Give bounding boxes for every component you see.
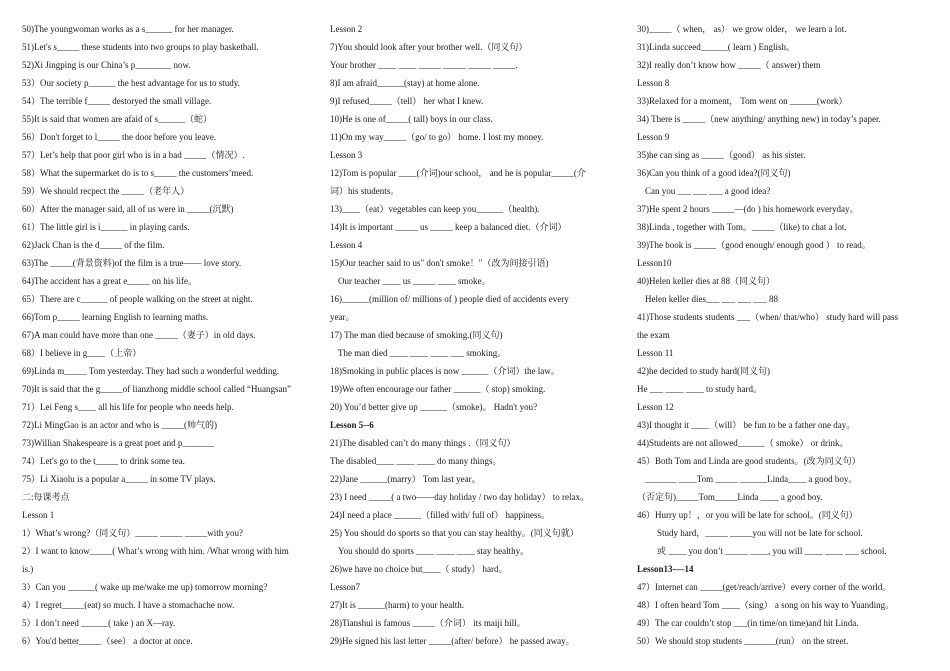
text-line: Your brother ____ ____ _____ _____ _____ _____. — [330, 60, 518, 70]
text-line: 29)He signed his last letter _____(after/ before） he passed away。 — [330, 636, 575, 646]
text-line: 22)Jane ______(marry） Tom last year。 — [330, 474, 481, 484]
text-line: is.) — [22, 564, 34, 574]
text-line: Lesson 2 — [330, 24, 363, 34]
text-line: 75）Li Xiaolu is a popular a_____ in some TV plays. — [22, 474, 216, 484]
text-line: 74）Let's go to the t_____ to drink some tea. — [22, 456, 185, 466]
text-line: Helen keller dies___ ___ ___ ___ 88 — [645, 294, 778, 304]
text-line: 55)It is said that women are afaid of s______（蛇） — [22, 114, 212, 124]
text-line: 5）I don’t need ______( take ) an X—ray. — [22, 618, 176, 628]
text-line: 39)The book is _____（good enough/ enough good ） to read。 — [637, 240, 871, 250]
text-line: （否定句)_____Tom_____Linda ____ a good boy. — [637, 492, 823, 502]
text-line: 14)It is important _____ us _____ keep a balanced diet.（介词） — [330, 222, 567, 232]
text-line: 66)Tom p_____ learning English to learning maths. — [22, 312, 209, 322]
text-line: Lesson 11 — [637, 348, 674, 358]
column-left — [22, 20, 320, 650]
text-line: He ___ ____ ____ to study hard。 — [637, 384, 762, 394]
text-line: 44)Students are not allowed______（ smoke） or drink。 — [637, 438, 849, 448]
text-line: 4）I regret_____(eat) so much. I have a stomachache now. — [22, 600, 235, 610]
text-line: 2）I want to know_____( What’s wrong with him. /What wrong with him — [22, 546, 289, 556]
text-line: 26)we have no choice but____（ study） hard。 — [330, 564, 508, 574]
text-line: 13)____（eat）vegetables can keep you______（health). — [330, 204, 540, 214]
text-line: year。 — [330, 312, 355, 322]
text-line: 30)_____（ when， as） we grow older， we learn a lot. — [637, 24, 847, 34]
text-line: 72)Li MingGao is an actor and who is _____(帅气的) — [22, 420, 217, 430]
text-line: 42)he decided to study hard(同义句) — [637, 366, 770, 376]
text-line: 16)______(million of/ millions of ) people died of accidents every — [330, 294, 569, 304]
text-line: Lesson 1 — [22, 510, 55, 520]
text-line: Lesson7 — [330, 582, 360, 592]
text-line: 69)Linda m_____ Tom yesterday. They had such a wonderful wedding. — [22, 366, 280, 376]
text-line: 48）I often heard Tom ____（sing） a song on his way to Yuanding。 — [637, 600, 895, 610]
text-line: Lesson 9 — [637, 132, 670, 142]
text-line: 52)Xi Jingping is our China’s p________ now. — [22, 60, 191, 70]
text-line: Lesson 12 — [637, 402, 674, 412]
text-line: 47）Internet can _____(get/reach/arrive）every corner of the world。 — [637, 582, 892, 592]
text-line: 27)It is ______(harm) to your health. — [330, 600, 464, 610]
text-line: 32)I really don’t know how _____（ answer) them — [637, 60, 821, 70]
text-line: 或 ____ you don’t _____ ____, you will ____ ____ ___ school. — [657, 546, 887, 556]
text-line: 50)The youngwoman works as a s______ for her manager. — [22, 24, 234, 34]
text-line: 58）What the supermarket do is to s_____ the customers’meed. — [22, 168, 254, 178]
text-line: 41)Those students students ___（when/ that/who） study hard will pass — [637, 312, 898, 322]
text-line: 50）We should stop students _______(run） on the street. — [637, 636, 849, 646]
text-line: 24)I need a place ______（filled with/ full of） happiness。 — [330, 510, 550, 520]
text-line: 49）The car couldn’t stop ___(in time/on time)and hit Linda. — [637, 618, 859, 628]
text-line: 46）Hurry up！，or you will be late for school。(同义句） — [637, 510, 858, 520]
text-line: 68）I believe in g____（上帝） — [22, 348, 142, 358]
text-line: 38)Linda , together with Tom。_____（like) to chat a lot. — [637, 222, 847, 232]
text-line: 17) The man died because of smoking.(同义句) — [330, 330, 503, 340]
text-line: 25) You should do sports so that you can stay healthy。(同义句就） — [330, 528, 579, 538]
text-line: 37)He spent 2 hours _____—(do ) his homework everyday。 — [637, 204, 859, 214]
text-line: Study hard，_____ _____you will not be late for school. — [657, 528, 863, 538]
text-line: 35)he can sing as _____（good） as his sister. — [637, 150, 806, 160]
text-line: Lesson 8 — [637, 78, 670, 88]
text-line: Our teacher ____ us _____ ____ smoke。 — [338, 276, 491, 286]
text-line: 56）Don't forget to l_____ the door before you leave. — [22, 132, 217, 142]
text-line: _______ ____Tom _____ ______Linda____ a good boy。 — [645, 474, 858, 484]
text-line: 59）We should recpect the _____（老年人） — [22, 186, 190, 196]
text-line: 词）his students。 — [330, 186, 400, 196]
text-line: 54）The terrible f_____ destoryed the small village. — [22, 96, 212, 106]
text-line: 57）Let’s help that poor girl who is in a bad _____（情况）. — [22, 150, 245, 160]
text-line: 33)Relaxed for a moment， Tom went on ______(work） — [637, 96, 848, 106]
text-line: 70)It is said that the g_____of lianzhong middle school called “Huangsan” — [22, 384, 291, 394]
text-line: Lesson10 — [637, 258, 672, 268]
text-line: 12)Tom is popular ____(介词)our school， and he is popular_____(介 — [330, 168, 586, 178]
text-line: 31)Linda succeed______( learn ) English。 — [637, 42, 795, 52]
text-line: the exam — [637, 330, 670, 340]
text-line: 23) I need _____( a two——day holiday / two day holiday） to relax。 — [330, 492, 589, 502]
text-line: 51)Let's s_____ these students into two groups to play basketball. — [22, 42, 259, 52]
text-line: 67)A man could have more than one _____（妻子）in old days. — [22, 330, 256, 340]
text-line: Lesson13-—14 — [637, 564, 694, 574]
text-line: 73)Willian Shakespeare is a great poet and p_______ — [22, 438, 214, 448]
text-line: 21)The disabled can’t do many things .（同义句） — [330, 438, 516, 448]
text-line: 19)We often encourage our father ______（ stop) smoking. — [330, 384, 546, 394]
text-line: 28)Tianshui is famous _____（介词） its maiji hill。 — [330, 618, 526, 628]
text-line: 43)I thought it ____（will） be fun to be a father one day。 — [637, 420, 856, 430]
text-line: 18)Smoking in public places is now ______（介词）the law。 — [330, 366, 560, 376]
text-line: The disabled____ ____ ____ do many things。 — [330, 456, 502, 466]
text-line: 二:每课考点 — [22, 492, 70, 502]
column-right — [637, 20, 935, 650]
text-line: 1）What’s wrong?（同义句）_____ _____ _____with you? — [22, 528, 243, 538]
text-line: 10)He is one of_____( tall) boys in our class. — [330, 114, 493, 124]
text-line: Lesson 5--6 — [330, 420, 374, 430]
text-line: 11)On my way_____（go/ to go） home. I lost my money. — [330, 132, 544, 142]
text-line: 65）There are c______ of people walking on the street at night. — [22, 294, 253, 304]
text-line: 36)Can you think of a good idea?(同义句) — [637, 168, 791, 178]
text-line: Lesson 4 — [330, 240, 363, 250]
text-line: 71）Lei Feng s____ all his life for people who needs help. — [22, 402, 234, 412]
text-line: 34) There is _____（new anything/ anything new) in today’s paper. — [637, 114, 881, 124]
text-line: 9)I refused_____（tell） her what I knew. — [330, 96, 484, 106]
text-line: 45）Both Tom and Linda are good students。(改为同义句） — [637, 456, 861, 466]
text-line: 20) You’d better give up ______（smoke)。 Hadn't you? — [330, 402, 538, 412]
text-line: 3）Can you ______( wake up me/wake me up) tomorrow morning? — [22, 582, 268, 592]
text-line: 61）The little girl is i______ in playing cards. — [22, 222, 190, 232]
text-line: 60）After the manager said, all of us were in _____(沉默) — [22, 204, 234, 214]
text-line: 63)The _____(背景资料)of the film is a true—— love story. — [22, 258, 242, 268]
text-line: Lesson 3 — [330, 150, 363, 160]
text-line: 6）You'd better_____（see） a doctor at once. — [22, 636, 193, 646]
text-line: You should do sports ____ ____ ____ stay healthy。 — [338, 546, 530, 556]
text-line: 53）Our society p______ the best advantage for us to study. — [22, 78, 240, 88]
text-line: Can you ___ ___ ___ a good idea? — [645, 186, 771, 196]
text-line: 8)I am afraid______(stay) at home alone. — [330, 78, 480, 88]
column-middle — [330, 20, 628, 650]
text-line: 7)You should look after your brother well.（同义句） — [330, 42, 528, 52]
text-line: 62)Jack Chan is the d_____ of the film. — [22, 240, 165, 250]
text-line: 40)Helen keller dies at 88（同义句） — [637, 276, 775, 286]
text-line: The man died ____ ____ ____ ___ smoking。 — [338, 348, 507, 358]
text-line: 64)The accident has a great e_____ on his life。 — [22, 276, 197, 286]
text-line: 15)Our teacher said to us" don't smoke！"（改为间接引语) — [330, 258, 549, 268]
